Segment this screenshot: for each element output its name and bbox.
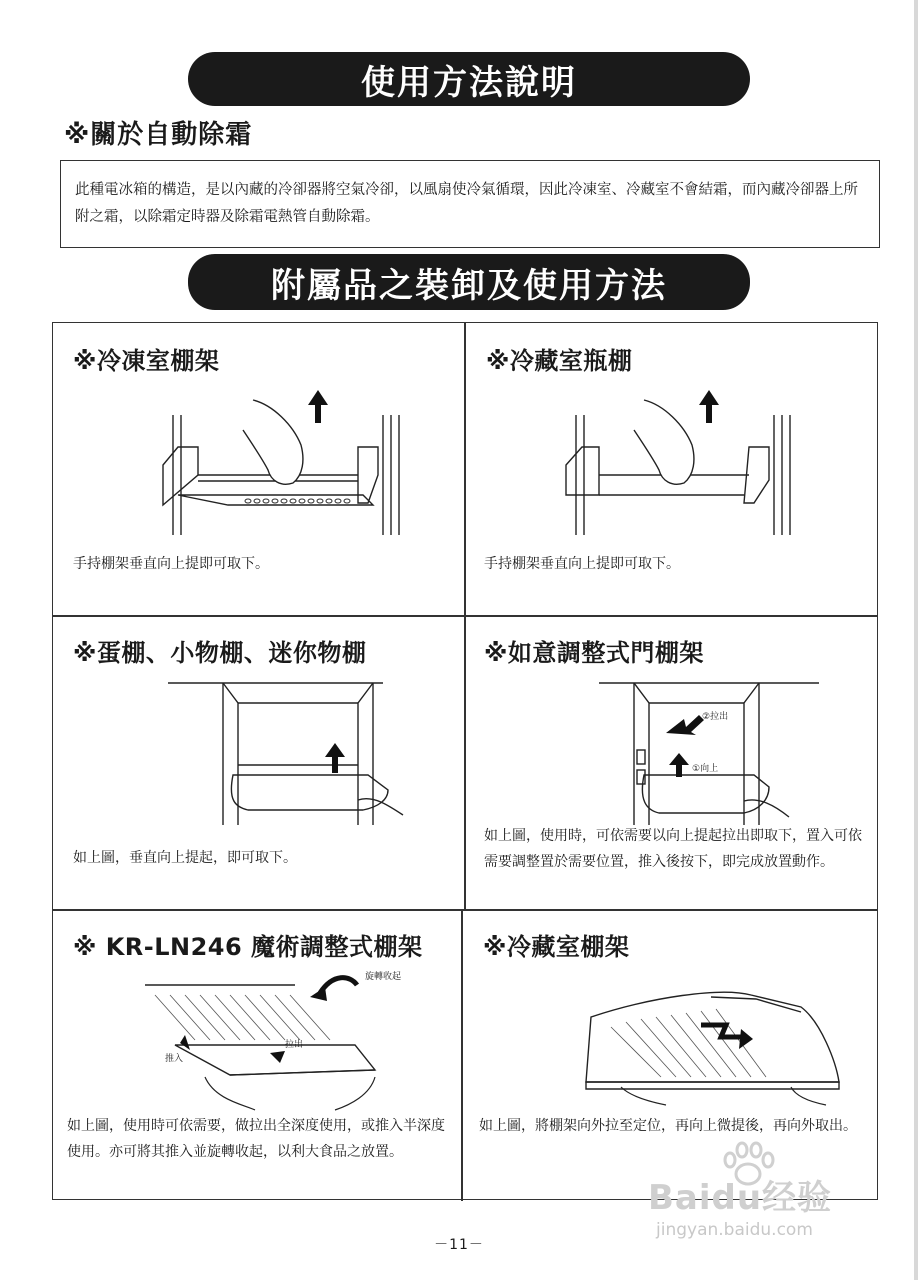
- magic-shelf-label-pull: 拉出: [285, 1040, 304, 1050]
- section-heading: ※關於自動除霜: [64, 120, 253, 150]
- cell-title: ※冷藏室瓶棚: [486, 347, 633, 375]
- cell-freezer-shelf: [53, 323, 464, 615]
- magic-shelf-label-push: 推入: [165, 1054, 184, 1064]
- cell-magic-adjustable-shelf: [53, 909, 461, 1201]
- door-shelf-illustration: [594, 675, 834, 825]
- page-title: 使用方法說明: [188, 52, 750, 106]
- egg-shelf-illustration: [163, 675, 423, 825]
- magic-shelf-illustration: [135, 965, 435, 1115]
- cell-title: ※蛋棚、小物棚、迷你物棚: [73, 639, 367, 667]
- baidu-watermark: [648, 1140, 878, 1250]
- door-shelf-label-lift: ①向上: [692, 764, 719, 774]
- cell-desc: 如上圖，將棚架向外拉至定位，再向上微提後，再向外取出。: [479, 1118, 857, 1134]
- accessories-title: 附屬品之裝卸及使用方法: [188, 254, 750, 310]
- bottle-shelf-illustration: [544, 385, 814, 535]
- cell-adjustable-door-shelf: [464, 615, 879, 909]
- intro-text: 此種電冰箱的構造，是以內藏的冷卻器將空氣冷卻，以風扇使冷氣循環，因此冷凍室、冷藏室不會結霜，而內藏冷卻器上所附之霜，以除霜定時器及除霜電熱管自動除霜。: [75, 182, 858, 225]
- page-edge: [914, 0, 918, 1280]
- cell-desc: 如上圖，使用時，可依需要以向上提起拉出即取下，置入可依需要調整置於需要位置，推入後按下，即完成放置動作。: [484, 828, 862, 870]
- cell-desc: 手持棚架垂直向上提即可取下。: [73, 556, 269, 572]
- cell-desc: 如上圖，使用時可依需要，做拉出全深度使用，或推入半深度使用。亦可將其推入並旋轉收起，以利大食品之放置。: [67, 1118, 445, 1160]
- cell-title: ※ KR-LN246 魔術調整式棚架: [73, 933, 423, 961]
- freezer-shelf-illustration: [153, 385, 423, 535]
- cell-title: ※冷藏室棚架: [483, 933, 630, 961]
- cell-fridge-bottle-shelf: [464, 323, 879, 615]
- door-shelf-label-pull: ②拉出: [702, 712, 729, 722]
- cell-title: ※冷凍室棚架: [73, 347, 220, 375]
- accessories-grid: [52, 322, 878, 1200]
- page-number: －11－: [434, 1237, 484, 1253]
- fridge-shelf-illustration: [571, 967, 851, 1107]
- cell-title: ※如意調整式門棚架: [484, 639, 704, 667]
- cell-desc: 手持棚架垂直向上提即可取下。: [484, 556, 680, 572]
- watermark-url: jingyan.baidu.com: [656, 1220, 813, 1240]
- intro-box: [60, 160, 880, 248]
- cell-desc: 如上圖，垂直向上提起，即可取下。: [73, 850, 297, 866]
- cell-egg-shelf: [53, 615, 464, 909]
- magic-shelf-label-rotate: 旋轉收起: [365, 972, 402, 982]
- watermark-text: Baidu经验: [648, 1178, 833, 1218]
